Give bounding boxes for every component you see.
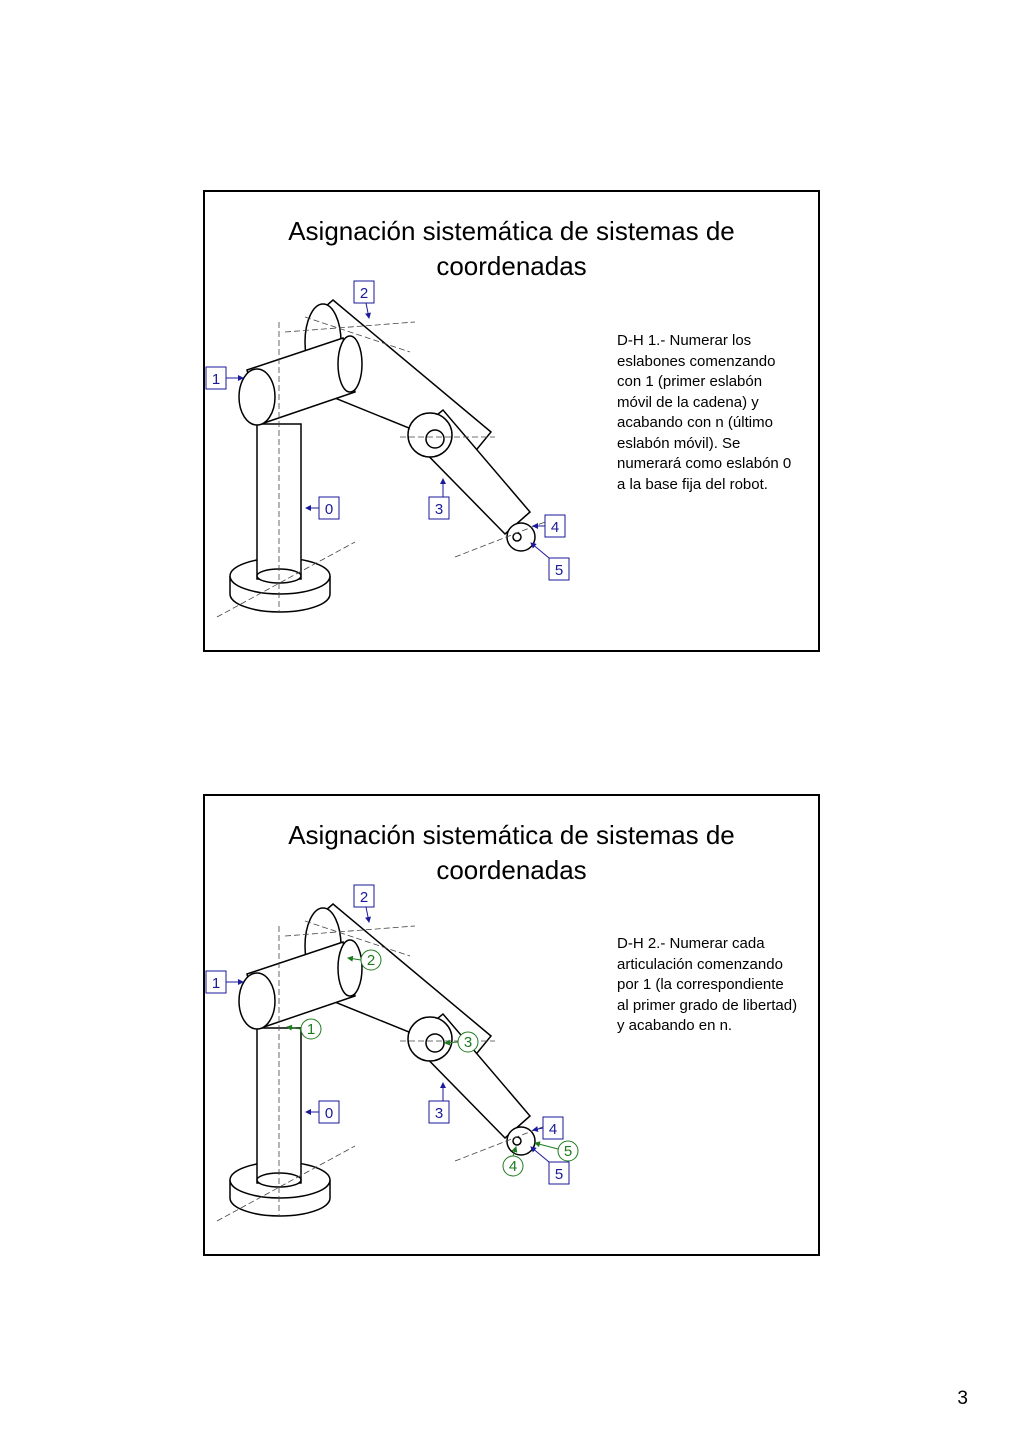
link-label-5: 5 (554, 1166, 564, 1183)
robot-arm-diagram (205, 192, 818, 650)
slide-1 (203, 190, 820, 652)
robot-arm-drawing (230, 904, 535, 1216)
page-number: 3 (957, 1388, 968, 1409)
link-label-3: 3 (434, 1105, 444, 1122)
joint-label-5: 5 (563, 1143, 573, 1160)
link-label-4: 4 (548, 1121, 558, 1138)
slide-2 (203, 794, 820, 1256)
joint-label-2: 2 (366, 952, 376, 969)
link-label-1: 1 (211, 975, 221, 992)
joint-label-4: 4 (508, 1158, 518, 1175)
link-label-1: 1 (211, 371, 221, 388)
slide-body-text: D-H 2.- Numerar cada articulación comenzando por 1 (la correspondiente al primer grado de libertad) y acabando en n. (617, 935, 798, 1034)
slide-body-text: D-H 1.- Numerar los eslabones comenzando con 1 (primer eslabón móvil de la cadena) y acabando con n (último eslabón móvil). Se numerará como eslabón 0 a la base fija del robot. (617, 332, 792, 493)
link-label-4: 4 (550, 519, 560, 536)
link-label-0: 0 (324, 501, 334, 518)
link-label-2: 2 (359, 285, 369, 302)
slide-title: Asignación sistemática de sistemas de coordenadas (288, 820, 735, 885)
robot-arm-drawing (230, 300, 535, 612)
link-label-5: 5 (554, 562, 564, 579)
link-label-3: 3 (434, 501, 444, 518)
link-label-0: 0 (324, 1105, 334, 1122)
slide-title: Asignación sistemática de sistemas de coordenadas (288, 216, 735, 281)
robot-arm-diagram (205, 796, 818, 1254)
joint-label-1: 1 (306, 1021, 316, 1038)
link-label-2: 2 (359, 889, 369, 906)
joint-label-3: 3 (463, 1034, 473, 1051)
